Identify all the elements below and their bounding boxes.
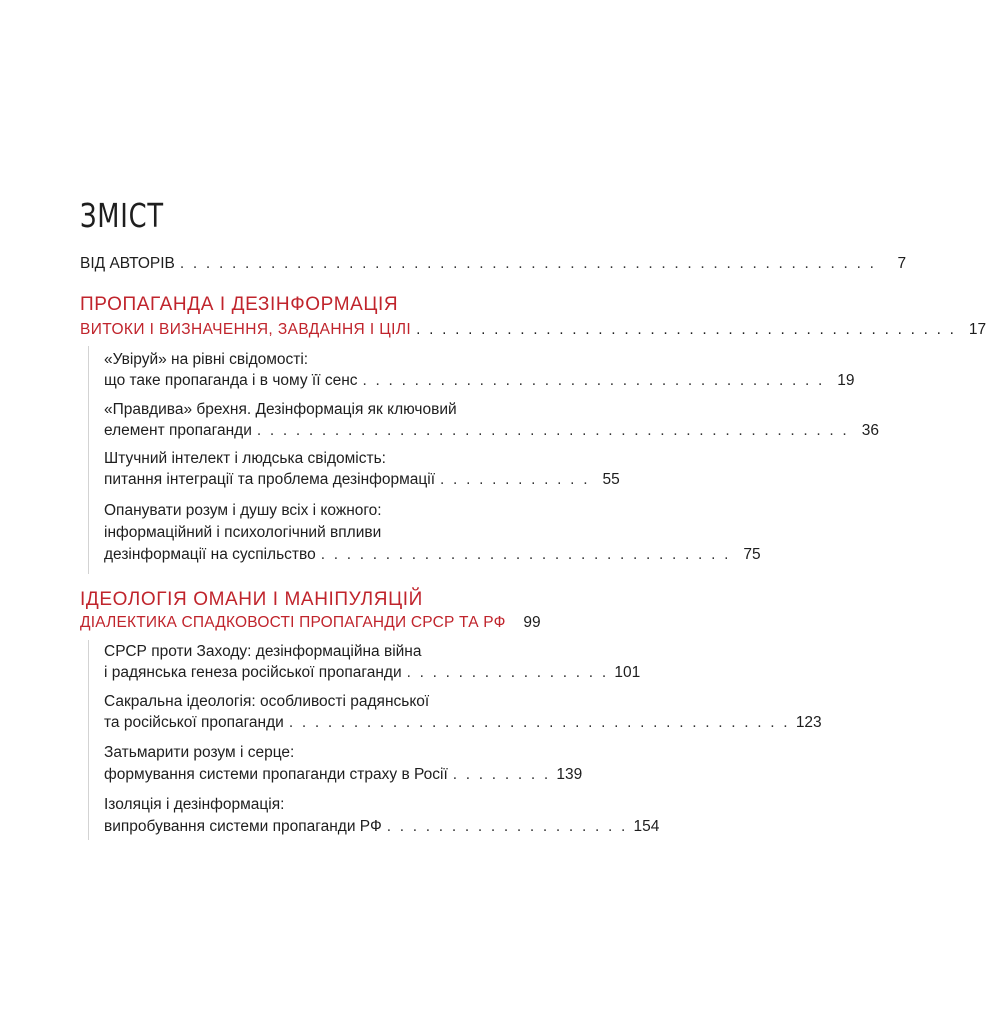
toc-entry-1-2[interactable]	[104, 420, 879, 442]
leader-dots: . . . . . . . . . . . .	[440, 471, 590, 488]
part-2-subheading: ДІАЛЕКТИКА СПАДКОВОСТІ ПРОПАГАНДИ СРСР ТА РФ	[80, 614, 506, 631]
toc-entry-1-3[interactable]	[104, 469, 620, 491]
toc-entry-line: Штучний інтелект і людська свідомість:	[104, 450, 386, 467]
toc-entry-2-3[interactable]	[104, 764, 583, 786]
part-2-rule	[88, 640, 89, 840]
part-1-rule	[88, 346, 89, 574]
toc-entry-1-4[interactable]	[104, 544, 761, 566]
part-1-subheading-row[interactable]	[80, 319, 986, 341]
toc-entry-line: «Увіруй» на рівні свідомості:	[104, 351, 309, 368]
toc-page-number: 154	[633, 818, 660, 835]
toc-entry-label: що таке пропаганда і в чому її сенс	[104, 372, 358, 389]
toc-page-number: 75	[743, 546, 761, 563]
toc-page-number: 36	[861, 422, 879, 439]
leader-dots: . . . . . . . . . . . . . . . . . . . . . . . . . . . . . . . . . . . . . . .	[288, 714, 790, 731]
part-1-subheading: ВИТОКИ І ВИЗНАЧЕННЯ, ЗАВДАННЯ І ЦІЛІ	[80, 321, 412, 338]
toc-entry-line: Опанувати розум і душу всіх і кожного:	[104, 502, 382, 519]
leader-dots: . . . . . . . . . . . . . . . . . . . . . . . . . . . . . . . . . . . . . . . . . .	[416, 321, 957, 338]
toc-entry-1-1[interactable]	[104, 370, 855, 392]
leader-dots: . . . . . . . .	[452, 766, 551, 783]
toc-entry-2-2[interactable]	[104, 712, 822, 734]
toc-page-number: 7	[897, 255, 907, 272]
toc-page-number: 19	[837, 372, 855, 389]
toc-entry-line: Ізоляція і дезінформація:	[104, 796, 285, 813]
leader-dots: . . . . . . . . . . . . . . . .	[406, 664, 609, 681]
toc-page-number: 139	[556, 766, 583, 783]
leader-dots: . . . . . . . . . . . . . . . . . . . . . . . . . . . . . . . .	[320, 546, 731, 563]
toc-entry-line: Затьмарити розум і серце:	[104, 744, 295, 761]
leader-dots: . . . . . . . . . . . . . . . . . . . . . . . . . . . . . . . . . . . . . . . . . . . . . . . . . . . . . .	[179, 255, 877, 272]
toc-entry-label: ВІД АВТОРІВ	[80, 255, 175, 272]
toc-page-number: 123	[795, 714, 822, 731]
leader-dots: . . . . . . . . . . . . . . . . . . .	[386, 818, 628, 835]
part-1-heading: ПРОПАГАНДА І ДЕЗІНФОРМАЦІЯ	[80, 294, 399, 315]
leader-dots: . . . . . . . . . . . . . . . . . . . . . . . . . . . . . . . . . . . . . . . . . . . . . .	[256, 422, 849, 439]
toc-entry-label: питання інтеграції та проблема дезінформації	[104, 471, 436, 488]
toc-entry-label: елемент пропаганди	[104, 422, 252, 439]
toc-entry-line: «Правдива» брехня. Дезінформація як ключовий	[104, 401, 457, 418]
toc-entry-label: та російської пропаганди	[104, 714, 284, 731]
toc-page-number: 55	[602, 471, 620, 488]
part-2-heading: ІДЕОЛОГІЯ ОМАНИ І МАНІПУЛЯЦІЙ	[80, 589, 423, 610]
toc-entry-label: дезінформації на суспільство	[104, 546, 316, 563]
part-2-subheading-row[interactable]	[80, 612, 540, 634]
leader-dots: . . . . . . . . . . . . . . . . . . . . . . . . . . . . . . . . . . . .	[362, 372, 825, 389]
toc-page-number: 99	[523, 614, 541, 631]
toc-entry-label: випробування системи пропаганди РФ	[104, 818, 382, 835]
toc-entry-2-4[interactable]	[104, 816, 660, 838]
page-title: ЗМІСТ	[80, 196, 164, 235]
toc-entry-2-1[interactable]	[104, 662, 641, 684]
toc-entry-label: і радянська генеза російської пропаганди	[104, 664, 402, 681]
toc-page-number: 101	[614, 664, 641, 681]
toc-entry-line: СРСР проти Заходу: дезінформаційна війна	[104, 643, 422, 660]
toc-entry-line: Сакральна ідеологія: особливості радянської	[104, 693, 430, 710]
toc-page-number: 17	[968, 321, 986, 338]
toc-entry-line: інформаційний і психологічний впливи	[104, 524, 382, 541]
toc-entry-intro[interactable]	[80, 253, 907, 275]
toc-entry-label: формування системи пропаганди страху в Росії	[104, 766, 448, 783]
